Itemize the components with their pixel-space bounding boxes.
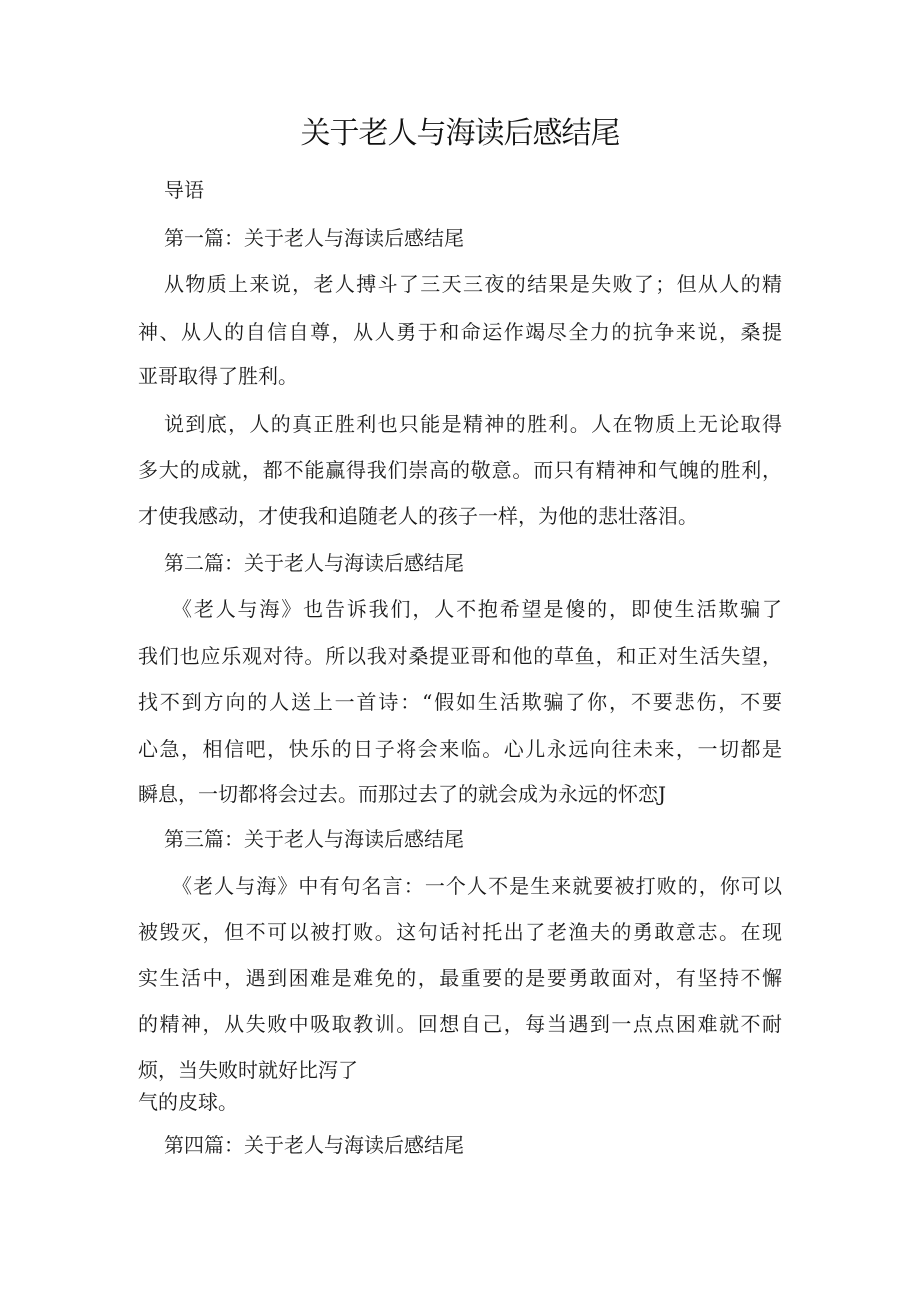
paragraph-line: 神、从人的自信自尊，从人勇于和命运作竭尽全力的抗争来说，桑提 — [138, 320, 782, 344]
paragraph-line: 找不到方向的人送上一首诗：“假如生活欺骗了你，不要悲伤，不要 — [138, 690, 782, 714]
paragraph-line: 《老人与海》也告诉我们，人不抱希望是傻的，即使生活欺骗了 — [172, 597, 782, 621]
paragraph-line: 才使我感动，才使我和追随老人的孩子一样，为他的悲壮落泪。 — [138, 504, 698, 528]
paragraph-line: 《老人与海》中有句名言：一个人不是生来就要被打败的，你可以 — [172, 874, 782, 898]
intro-heading: 导语 — [164, 178, 204, 202]
paragraph-line: 被毁灭，但不可以被打败。这句话衬托出了老渔夫的勇敢意志。在现 — [138, 920, 782, 944]
section-4-heading: 第四篇：关于老人与海读后感结尾 — [164, 1133, 464, 1157]
paragraph-line: 瞬息，一切都将会过去。而那过去了的就会成为永远的怀恋J — [138, 782, 667, 806]
paragraph-line: 亚哥取得了胜利。 — [138, 364, 298, 388]
paragraph-line: 气的皮球。 — [138, 1090, 238, 1114]
section-1-heading: 第一篇：关于老人与海读后感结尾 — [164, 226, 464, 250]
paragraph-line: 说到底，人的真正胜利也只能是精神的胜利。人在物质上无论取得 — [164, 412, 782, 436]
section-3-heading: 第三篇：关于老人与海读后感结尾 — [164, 827, 464, 851]
section-2-heading: 第二篇：关于老人与海读后感结尾 — [164, 551, 464, 575]
paragraph-line: 从物质上来说，老人搏斗了三天三夜的结果是失败了；但从人的精 — [164, 272, 782, 296]
paragraph-line: 烦，当失败时就好比泻了 — [138, 1058, 358, 1082]
document-title: 关于老人与海读后感结尾 — [300, 116, 620, 151]
paragraph-line: 心急，相信吧，快乐的日子将会来临。心儿永远向往未来，一切都是 — [138, 737, 782, 761]
paragraph-line: 我们也应乐观对待。所以我对桑提亚哥和他的草鱼，和正对生活失望， — [138, 644, 782, 668]
paragraph-line: 多大的成就，都不能赢得我们崇高的敬意。而只有精神和气魄的胜利， — [138, 458, 782, 482]
paragraph-line: 实生活中，遇到困难是难免的，最重要的是要勇敢面对，有坚持不懈 — [138, 966, 782, 990]
paragraph-line: 的精神，从失败中吸取教训。回想自己，每当遇到一点点困难就不耐 — [138, 1012, 782, 1036]
